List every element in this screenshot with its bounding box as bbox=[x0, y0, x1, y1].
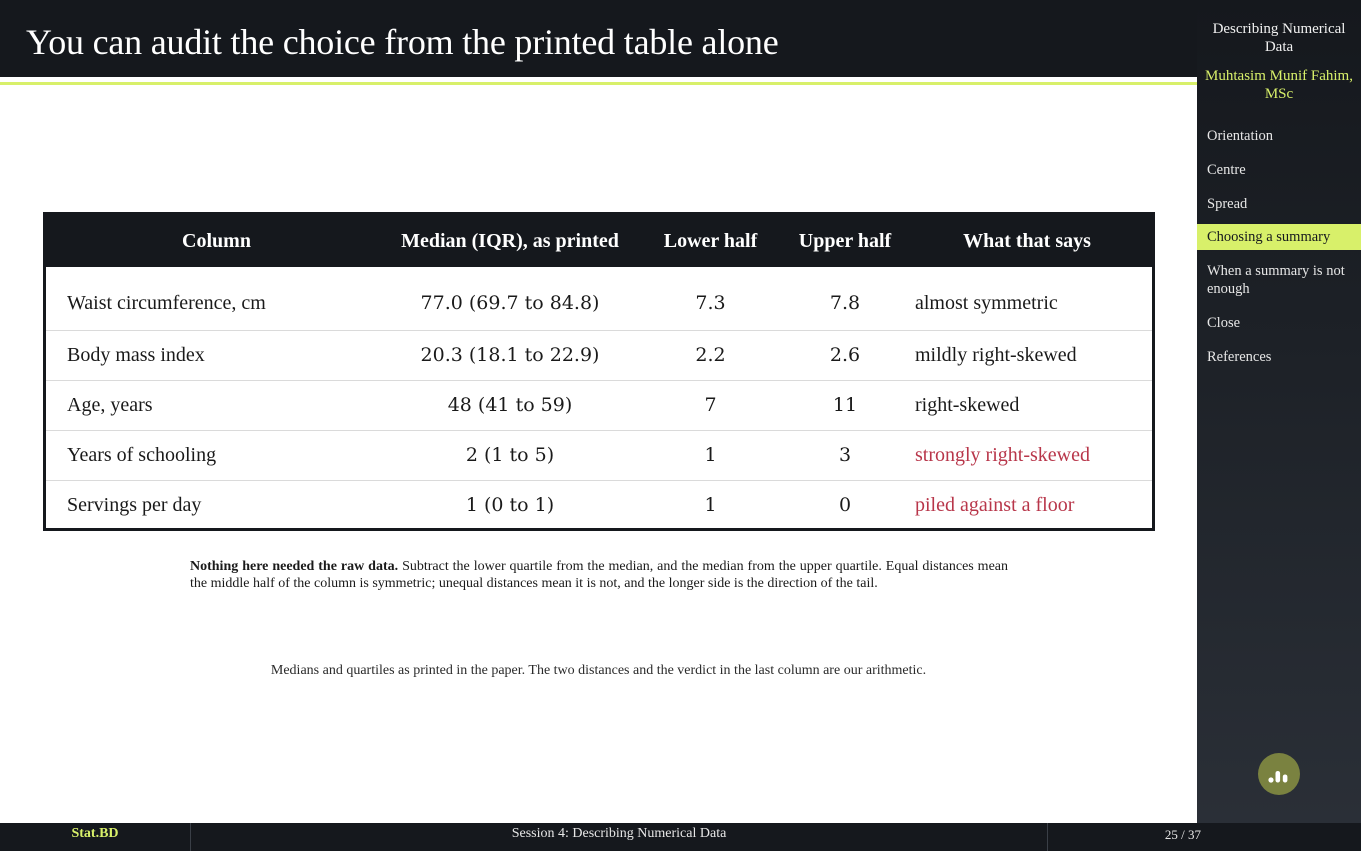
slide-header bbox=[0, 0, 1197, 77]
slide-title: You can audit the choice from the printed table alone bbox=[26, 22, 779, 62]
summary-table bbox=[46, 215, 1152, 530]
upper-half-cell: 3 bbox=[838, 444, 852, 466]
upper-half-cell: 2.6 bbox=[829, 344, 861, 366]
lower-half-cell: 7.3 bbox=[695, 292, 726, 315]
verdict-cell: right-skewed bbox=[915, 393, 1020, 416]
lower-half-cell: 1 bbox=[704, 444, 717, 466]
sidebar-item-choosing-a-summary[interactable]: Choosing a summary bbox=[1197, 224, 1361, 250]
row-label: Age, years bbox=[67, 393, 153, 416]
deck-title[interactable]: Describing Numerical Data bbox=[1212, 21, 1346, 55]
row-label: Body mass index bbox=[67, 343, 205, 366]
note-lead: Nothing here needed the raw data. bbox=[190, 559, 399, 574]
column-header: What that says bbox=[963, 229, 1091, 252]
sidebar bbox=[1197, 0, 1361, 851]
row-label: Servings per day bbox=[67, 493, 202, 516]
sidebar-item-spread[interactable]: Spread bbox=[1207, 196, 1248, 212]
footer-session-title: Session 4: Describing Numerical Data bbox=[191, 823, 1048, 851]
median-iqr-cell: 48 (41 to 59) bbox=[447, 394, 573, 416]
table-row bbox=[46, 267, 1152, 330]
table-row bbox=[46, 430, 1152, 480]
table-row bbox=[46, 330, 1152, 380]
lower-half-cell: 7 bbox=[704, 394, 717, 416]
median-iqr-cell: 77.0 (69.7 to 84.8) bbox=[420, 292, 600, 315]
upper-half-cell: 0 bbox=[838, 494, 852, 517]
sidebar-item-centre[interactable]: Centre bbox=[1207, 162, 1246, 178]
median-iqr-cell: 2 (1 to 5) bbox=[465, 444, 555, 466]
sidebar-item-when-a-summary-is-not-enough[interactable]: When a summary is not enough bbox=[1207, 263, 1345, 297]
note-body: Subtract the lower quartile from the median, and the median from the upper quartile. Equal distances mean the middle half of the column is symmetric; unequal distances mean it is not, and the longer side is the direction of the tail. bbox=[190, 559, 1008, 591]
column-header: Upper half bbox=[798, 229, 892, 252]
upper-half-cell: 11 bbox=[832, 394, 858, 416]
help-button[interactable] bbox=[1258, 753, 1300, 795]
footer-brand[interactable]: Stat.BD bbox=[0, 823, 191, 851]
column-header: Median (IQR), as printed bbox=[401, 229, 619, 252]
table-row bbox=[46, 380, 1152, 430]
verdict-cell: piled against a floor bbox=[915, 493, 1075, 516]
lower-half-cell: 2.2 bbox=[695, 344, 726, 366]
row-label: Years of schooling bbox=[67, 443, 217, 466]
table-header-row bbox=[46, 215, 1152, 267]
table-row bbox=[46, 480, 1152, 530]
bar-chart-icon bbox=[1268, 765, 1290, 783]
verdict-cell: strongly right-skewed bbox=[915, 443, 1090, 466]
row-label: Waist circumference, cm bbox=[67, 291, 266, 314]
lower-half-cell: 1 bbox=[704, 494, 717, 517]
sidebar-nav bbox=[1197, 126, 1361, 381]
column-header: Column bbox=[182, 229, 251, 252]
page-counter: 25 / 37 bbox=[1164, 827, 1201, 842]
author-name: Muhtasim Munif Fahim, MSc bbox=[1205, 68, 1353, 102]
verdict-cell: almost symmetric bbox=[915, 291, 1058, 314]
sidebar-item-orientation[interactable]: Orientation bbox=[1207, 128, 1274, 144]
explanation-note bbox=[190, 558, 1008, 592]
verdict-cell: mildly right-skewed bbox=[915, 343, 1077, 366]
header-accent-line bbox=[0, 82, 1197, 85]
footer-bar bbox=[0, 823, 1361, 851]
sidebar-item-references[interactable]: References bbox=[1207, 349, 1272, 365]
median-iqr-cell: 1 (0 to 1) bbox=[465, 494, 555, 517]
column-header: Lower half bbox=[663, 229, 758, 252]
sidebar-item-close[interactable]: Close bbox=[1207, 315, 1241, 331]
upper-half-cell: 7.8 bbox=[829, 292, 861, 315]
summary-table-frame bbox=[43, 212, 1155, 531]
table-caption: Medians and quartiles as printed in the paper. The two distances and the verdict in the last column are our arithmetic. bbox=[270, 663, 927, 678]
median-iqr-cell: 20.3 (18.1 to 22.9) bbox=[420, 344, 600, 366]
